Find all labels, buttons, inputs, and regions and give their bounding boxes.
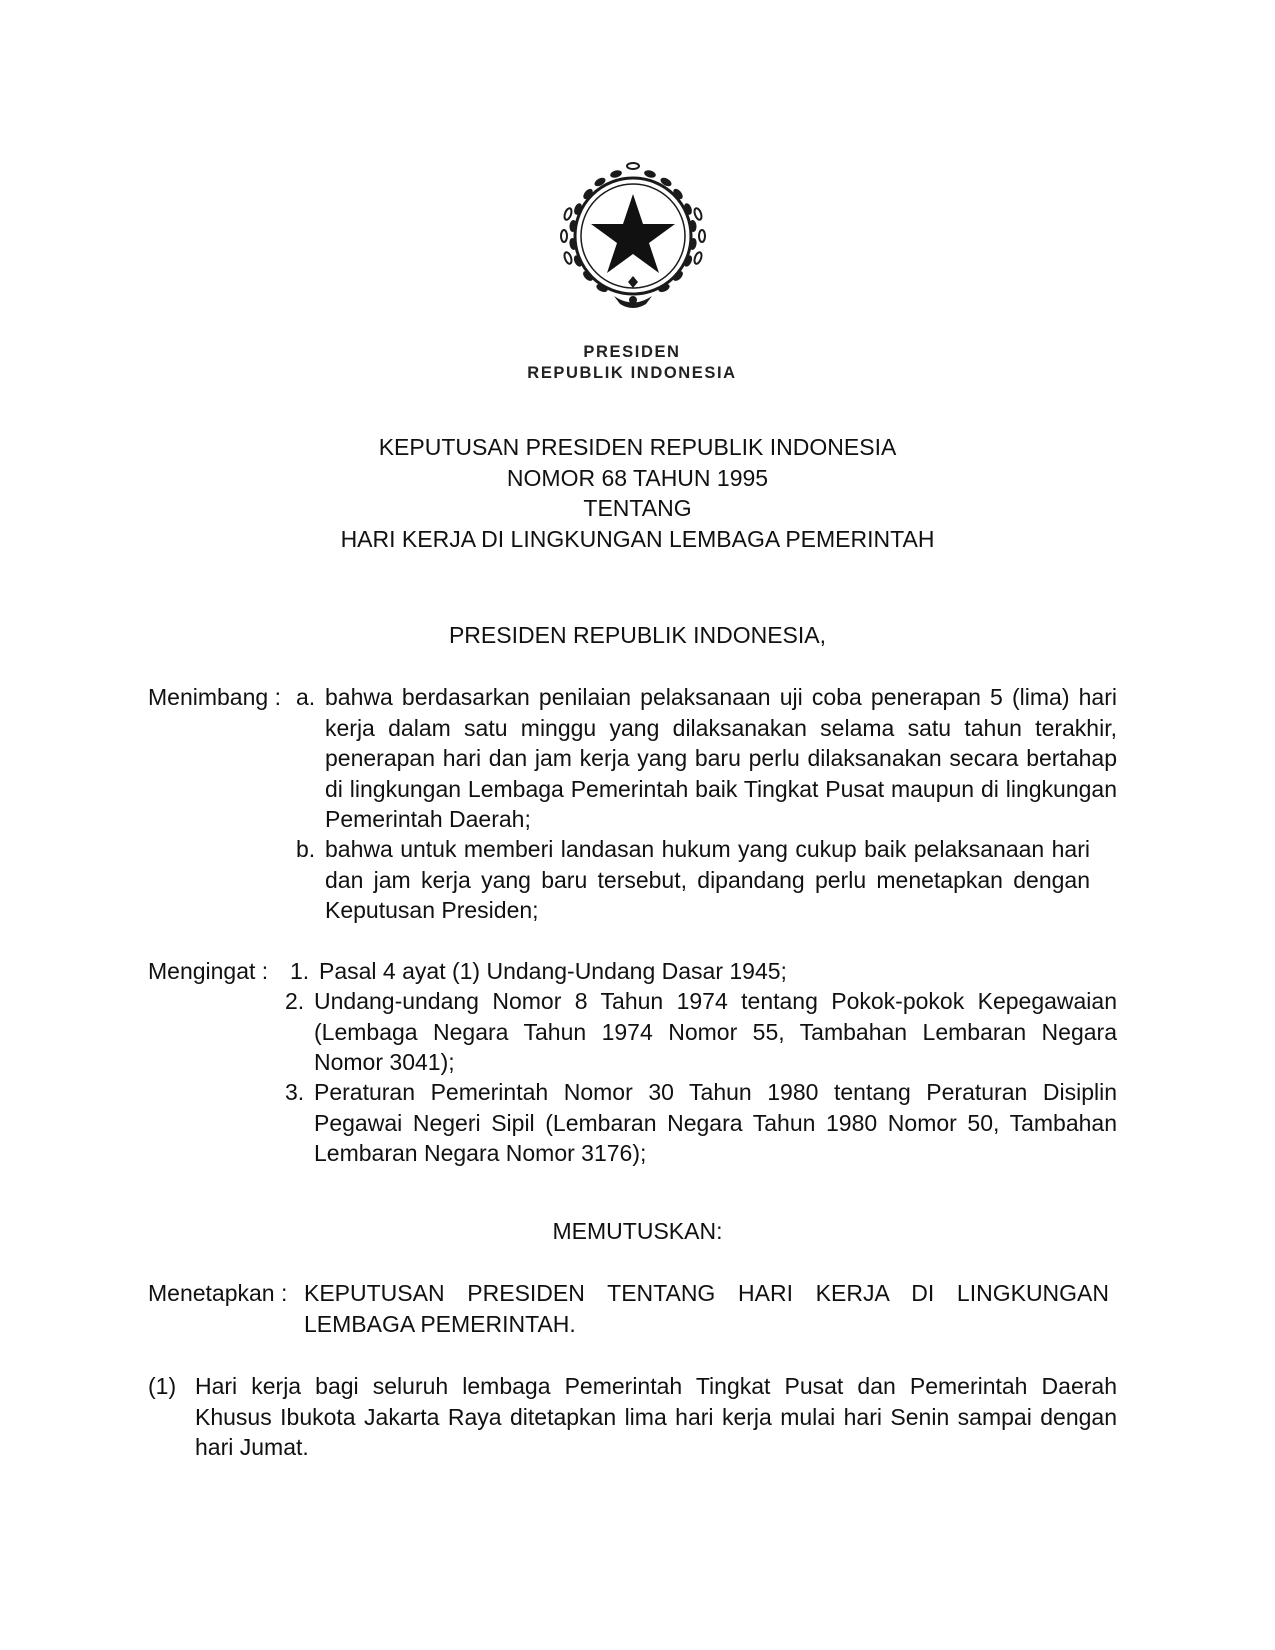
item-text: bahwa berdasarkan penilaian pelaksanaan uji coba penerapan 5 (lima) hari kerja dalam satu minggu yang dilaksanakan selama satu tahun terakhir, penerapan hari dan jam kerja yang baru perlu dilaksanakan secara bertahap di lingkungan Lembaga Pemerintah baik Tingkat Pusat maupun di lingkungan Pemerintah Daerah; [325,684,1117,832]
menimbang-item-b [296,834,1090,926]
document-title [0,432,1275,554]
opening-line: PRESIDEN REPUBLIK INDONESIA, [448,622,827,648]
menetapkan-body: KEPUTUSAN PRESIDEN TENTANG HARI KERJA DI LINGKUNGAN LEMBAGA PEMERINTAH. [304,1280,1109,1337]
memutuskan-heading: MEMUTUSKAN: [552,1218,723,1244]
emblem-caption [480,342,784,384]
star-wreath-emblem-icon [548,154,718,324]
mengingat-item-2 [285,986,1117,1078]
menetapkan-label: Menetapkan : [148,1280,288,1306]
article-text: Hari kerja bagi seluruh lembaga Pemerintah Tingkat Pusat dan Pemerintah Daerah Khusus Ibukota Jakarta Raya ditetapkan lima hari kerja mulai hari Senin sampai dengan hari Jumat. [195,1373,1117,1460]
item-marker: 3. [285,1079,305,1105]
mengingat-item-1 [290,956,1117,987]
mengingat-item-3 [285,1077,1117,1169]
article-1 [148,1371,1117,1463]
item-text: Undang-undang Nomor 8 Tahun 1974 tentang Pokok-pokok Kepegawaian (Lembaga Negara Tahun 1974 Nomor 55, Tambahan Lembaran Negara Nomor 3041); [314,988,1117,1075]
title-line-4: HARI KERJA DI LINGKUNGAN LEMBAGA PEMERINTAH [340,525,935,552]
item-text: bahwa untuk memberi landasan hukum yang cukup baik pelaksanaan hari dan jam kerja yang baru tersebut, dipandang perlu menetapkan dengan Keputusan Presiden; [325,836,1090,923]
item-text: Pasal 4 ayat (1) Undang-Undang Dasar 1945; [319,958,787,984]
item-marker: 2. [285,988,305,1014]
item-marker: 1. [290,958,310,984]
mengingat-label: Mengingat : [148,958,269,984]
article-marker: (1) [148,1373,177,1399]
menimbang-label: Menimbang : [148,684,281,710]
item-text: Peraturan Pemerintah Nomor 30 Tahun 1980 tentang Peraturan Disiplin Pegawai Negeri Sipil (Lembaran Negara Tahun 1980 Nomor 50, Tambahan Lembaran Negara Nomor 3176); [314,1079,1117,1166]
title-line-3: TENTANG [583,495,692,521]
menetapkan-text [304,1278,1109,1339]
title-line-1: KEPUTUSAN PRESIDEN REPUBLIK INDONESIA [378,434,897,460]
item-marker: b. [296,836,316,862]
menimbang-item-a [296,682,1117,835]
emblem-line-1: PRESIDEN [583,343,681,361]
emblem-line-2: REPUBLIK INDONESIA [527,364,737,382]
item-marker: a. [296,684,316,710]
title-line-2: NOMOR 68 TAHUN 1995 [506,464,769,491]
